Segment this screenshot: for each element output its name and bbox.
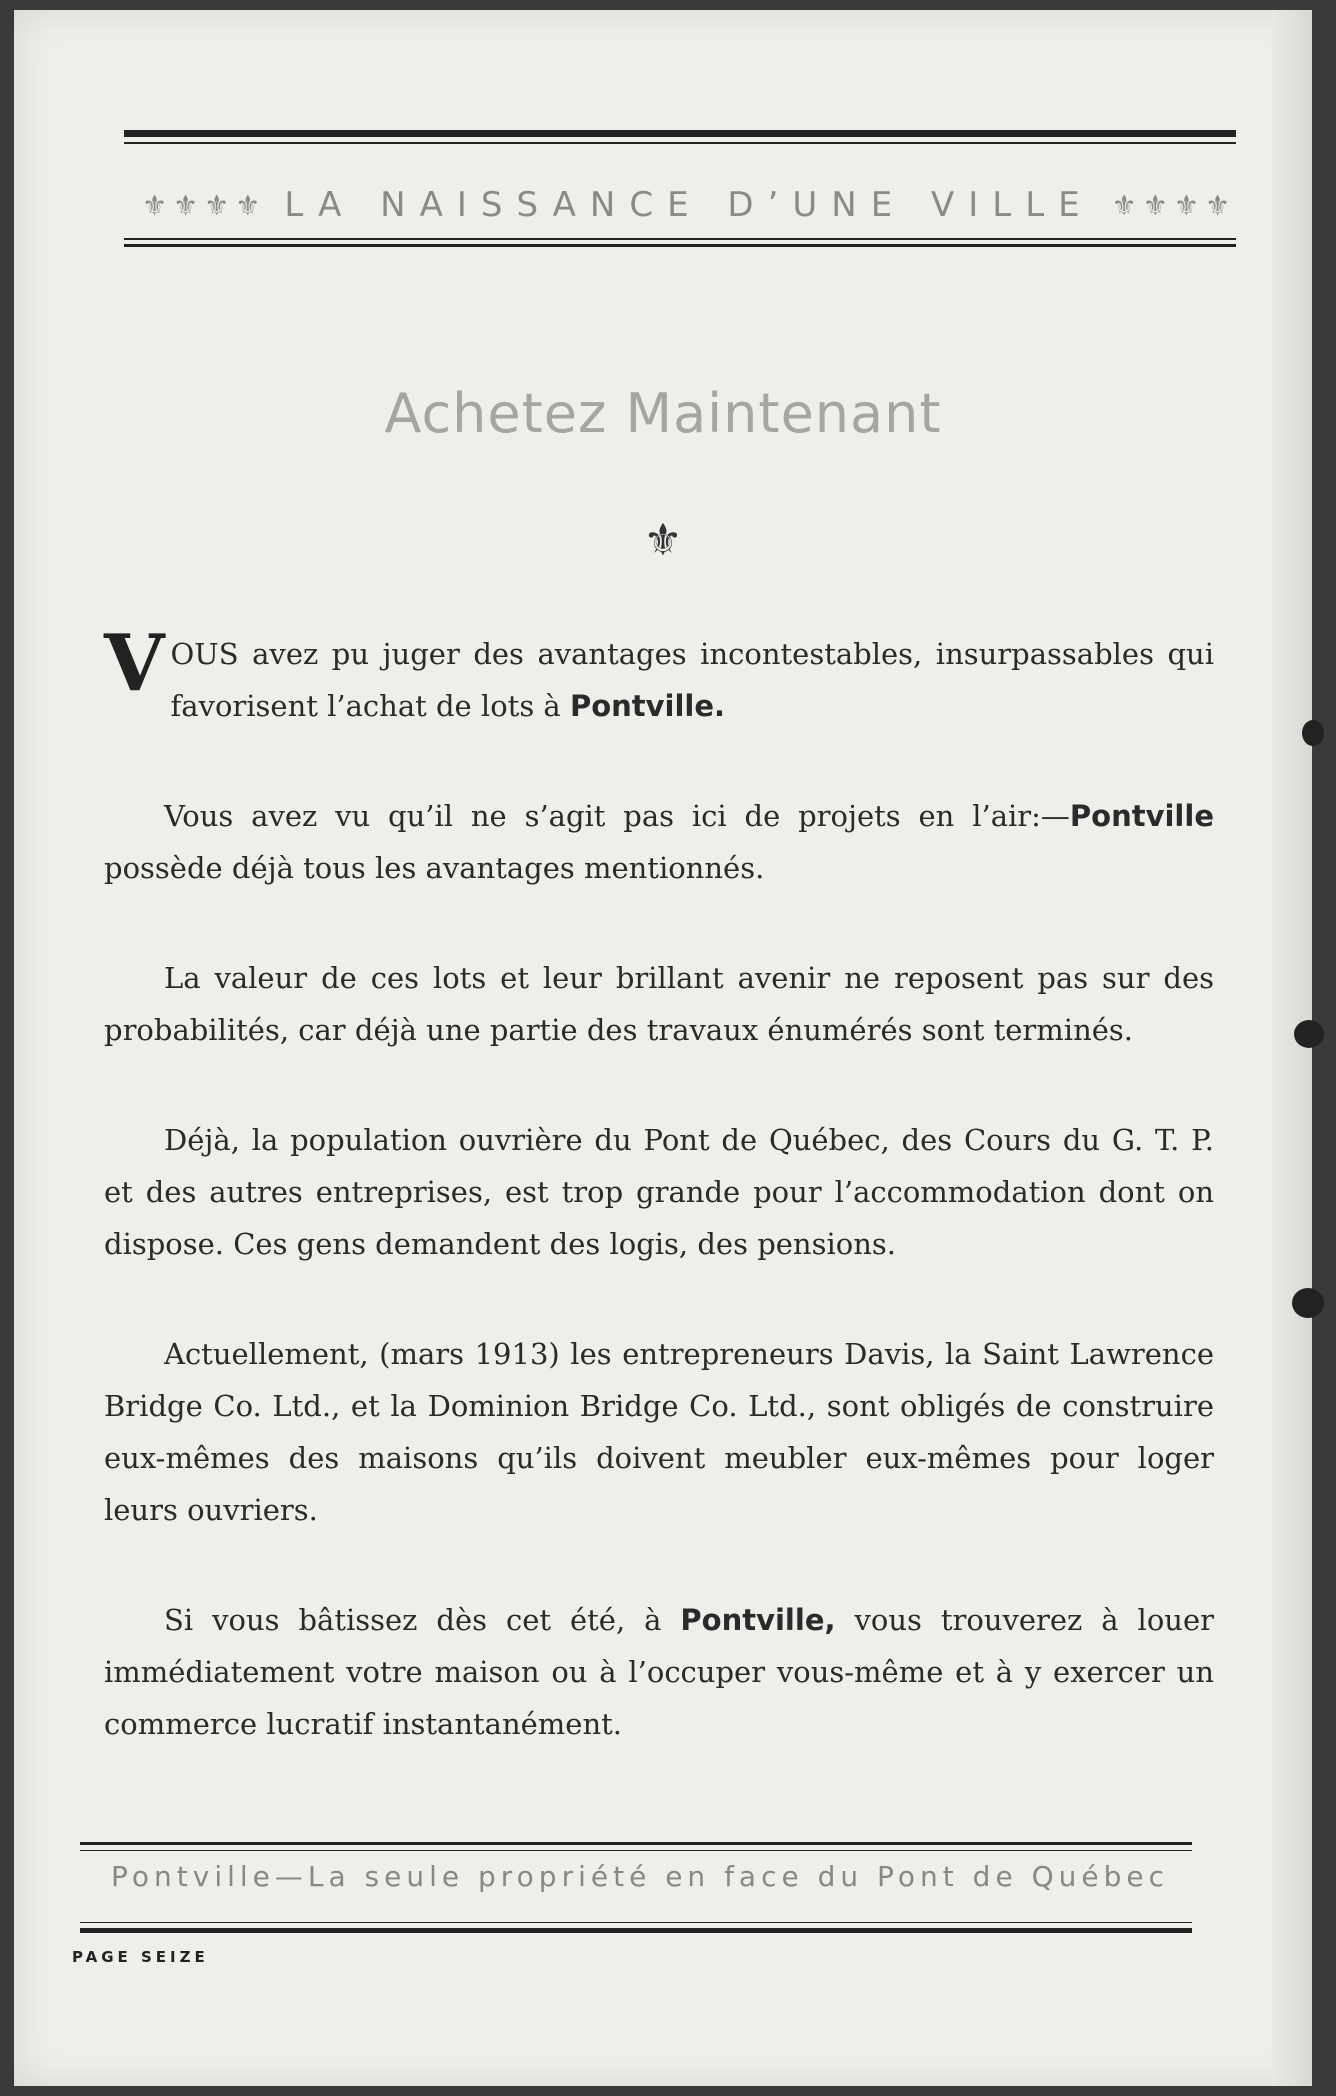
- paragraph-3: La valeur de ces lots et leur brillant avenir ne reposent pas sur des probabilités, car déjà une partie des travaux énumérés sont terminés.: [104, 961, 1214, 1047]
- fleur-de-lis-icon: ⚜⚜⚜⚜: [1111, 188, 1237, 222]
- body-text: [104, 618, 1214, 1808]
- paragraph-6: [104, 1594, 1214, 1750]
- pontville-emphasis: Pontville.: [569, 689, 726, 723]
- document-page: [14, 10, 1312, 2086]
- header-rule-bottom-thin: [124, 238, 1236, 240]
- header-rule-top-thin: [124, 142, 1236, 144]
- footer-rule-top-thin: [80, 1850, 1192, 1851]
- pontville-emphasis: Pontville: [1069, 799, 1214, 833]
- page-edge: [1272, 10, 1312, 2086]
- drop-cap: V: [104, 618, 165, 709]
- pontville-emphasis: Pontville,: [680, 1603, 836, 1637]
- fleur-de-lis-icon: ⚜⚜⚜⚜: [141, 188, 267, 222]
- footer-rule-bottom-thin: [80, 1922, 1192, 1923]
- paragraph-6-text-end: vous trouverez à louer immédiatement votre maison ou à l’occuper vous-même et à y exercer un commerce lucratif instantanément.: [104, 1603, 1214, 1741]
- paragraph-6-text: Si vous bâtissez dès cet été, à: [164, 1603, 681, 1637]
- header-rule-top-thick: [124, 130, 1236, 137]
- binding-mark: [1292, 1288, 1324, 1318]
- binding-mark: [1294, 1020, 1324, 1048]
- footer-tagline: Pontville—La seule propriété en face du Pont de Québec: [111, 1860, 1169, 1893]
- header-title: LA NAISSANCE D’UNE VILLE: [284, 185, 1094, 225]
- paragraph-5: Actuellement, (mars 1913) les entrepreneurs Davis, la Saint Lawrence Bridge Co. Ltd., et la Dominion Bridge Co. Ltd., sont obligés de construire eux-mêmes des maisons qu’ils doivent meubler eux-mêmes pour loger leurs ouvriers.: [104, 1337, 1214, 1527]
- header-rule-bottom: [124, 244, 1236, 247]
- footer-rule-bottom: [80, 1928, 1192, 1933]
- page-title: Achetez Maintenant: [384, 382, 942, 445]
- running-header: [124, 180, 1254, 230]
- binding-mark: [1302, 720, 1324, 746]
- paragraph-1-text: OUS avez pu juger des avantages incontestables, insurpassables qui favorisent l’achat de lots à: [170, 637, 1214, 723]
- paragraph-4: Déjà, la population ouvrière du Pont de Québec, des Cours du G. T. P. et des autres entreprises, est trop grande pour l’accommodation dont on dispose. Ces gens demandent des logis, des pensions.: [104, 1123, 1214, 1261]
- paragraph-2: [104, 790, 1214, 894]
- paragraph-2-text-end: possède déjà tous les avantages mentionnés.: [104, 851, 765, 885]
- page-number: PAGE SEIZE: [72, 1948, 209, 1966]
- paragraph-1: [104, 618, 1214, 732]
- paragraph-2-text: Vous avez vu qu’il ne s’agit pas ici de projets en l’air:—: [164, 799, 1070, 833]
- footer-rule-top: [80, 1842, 1192, 1845]
- fleur-de-lis-ornament-icon: ⚜: [643, 515, 683, 566]
